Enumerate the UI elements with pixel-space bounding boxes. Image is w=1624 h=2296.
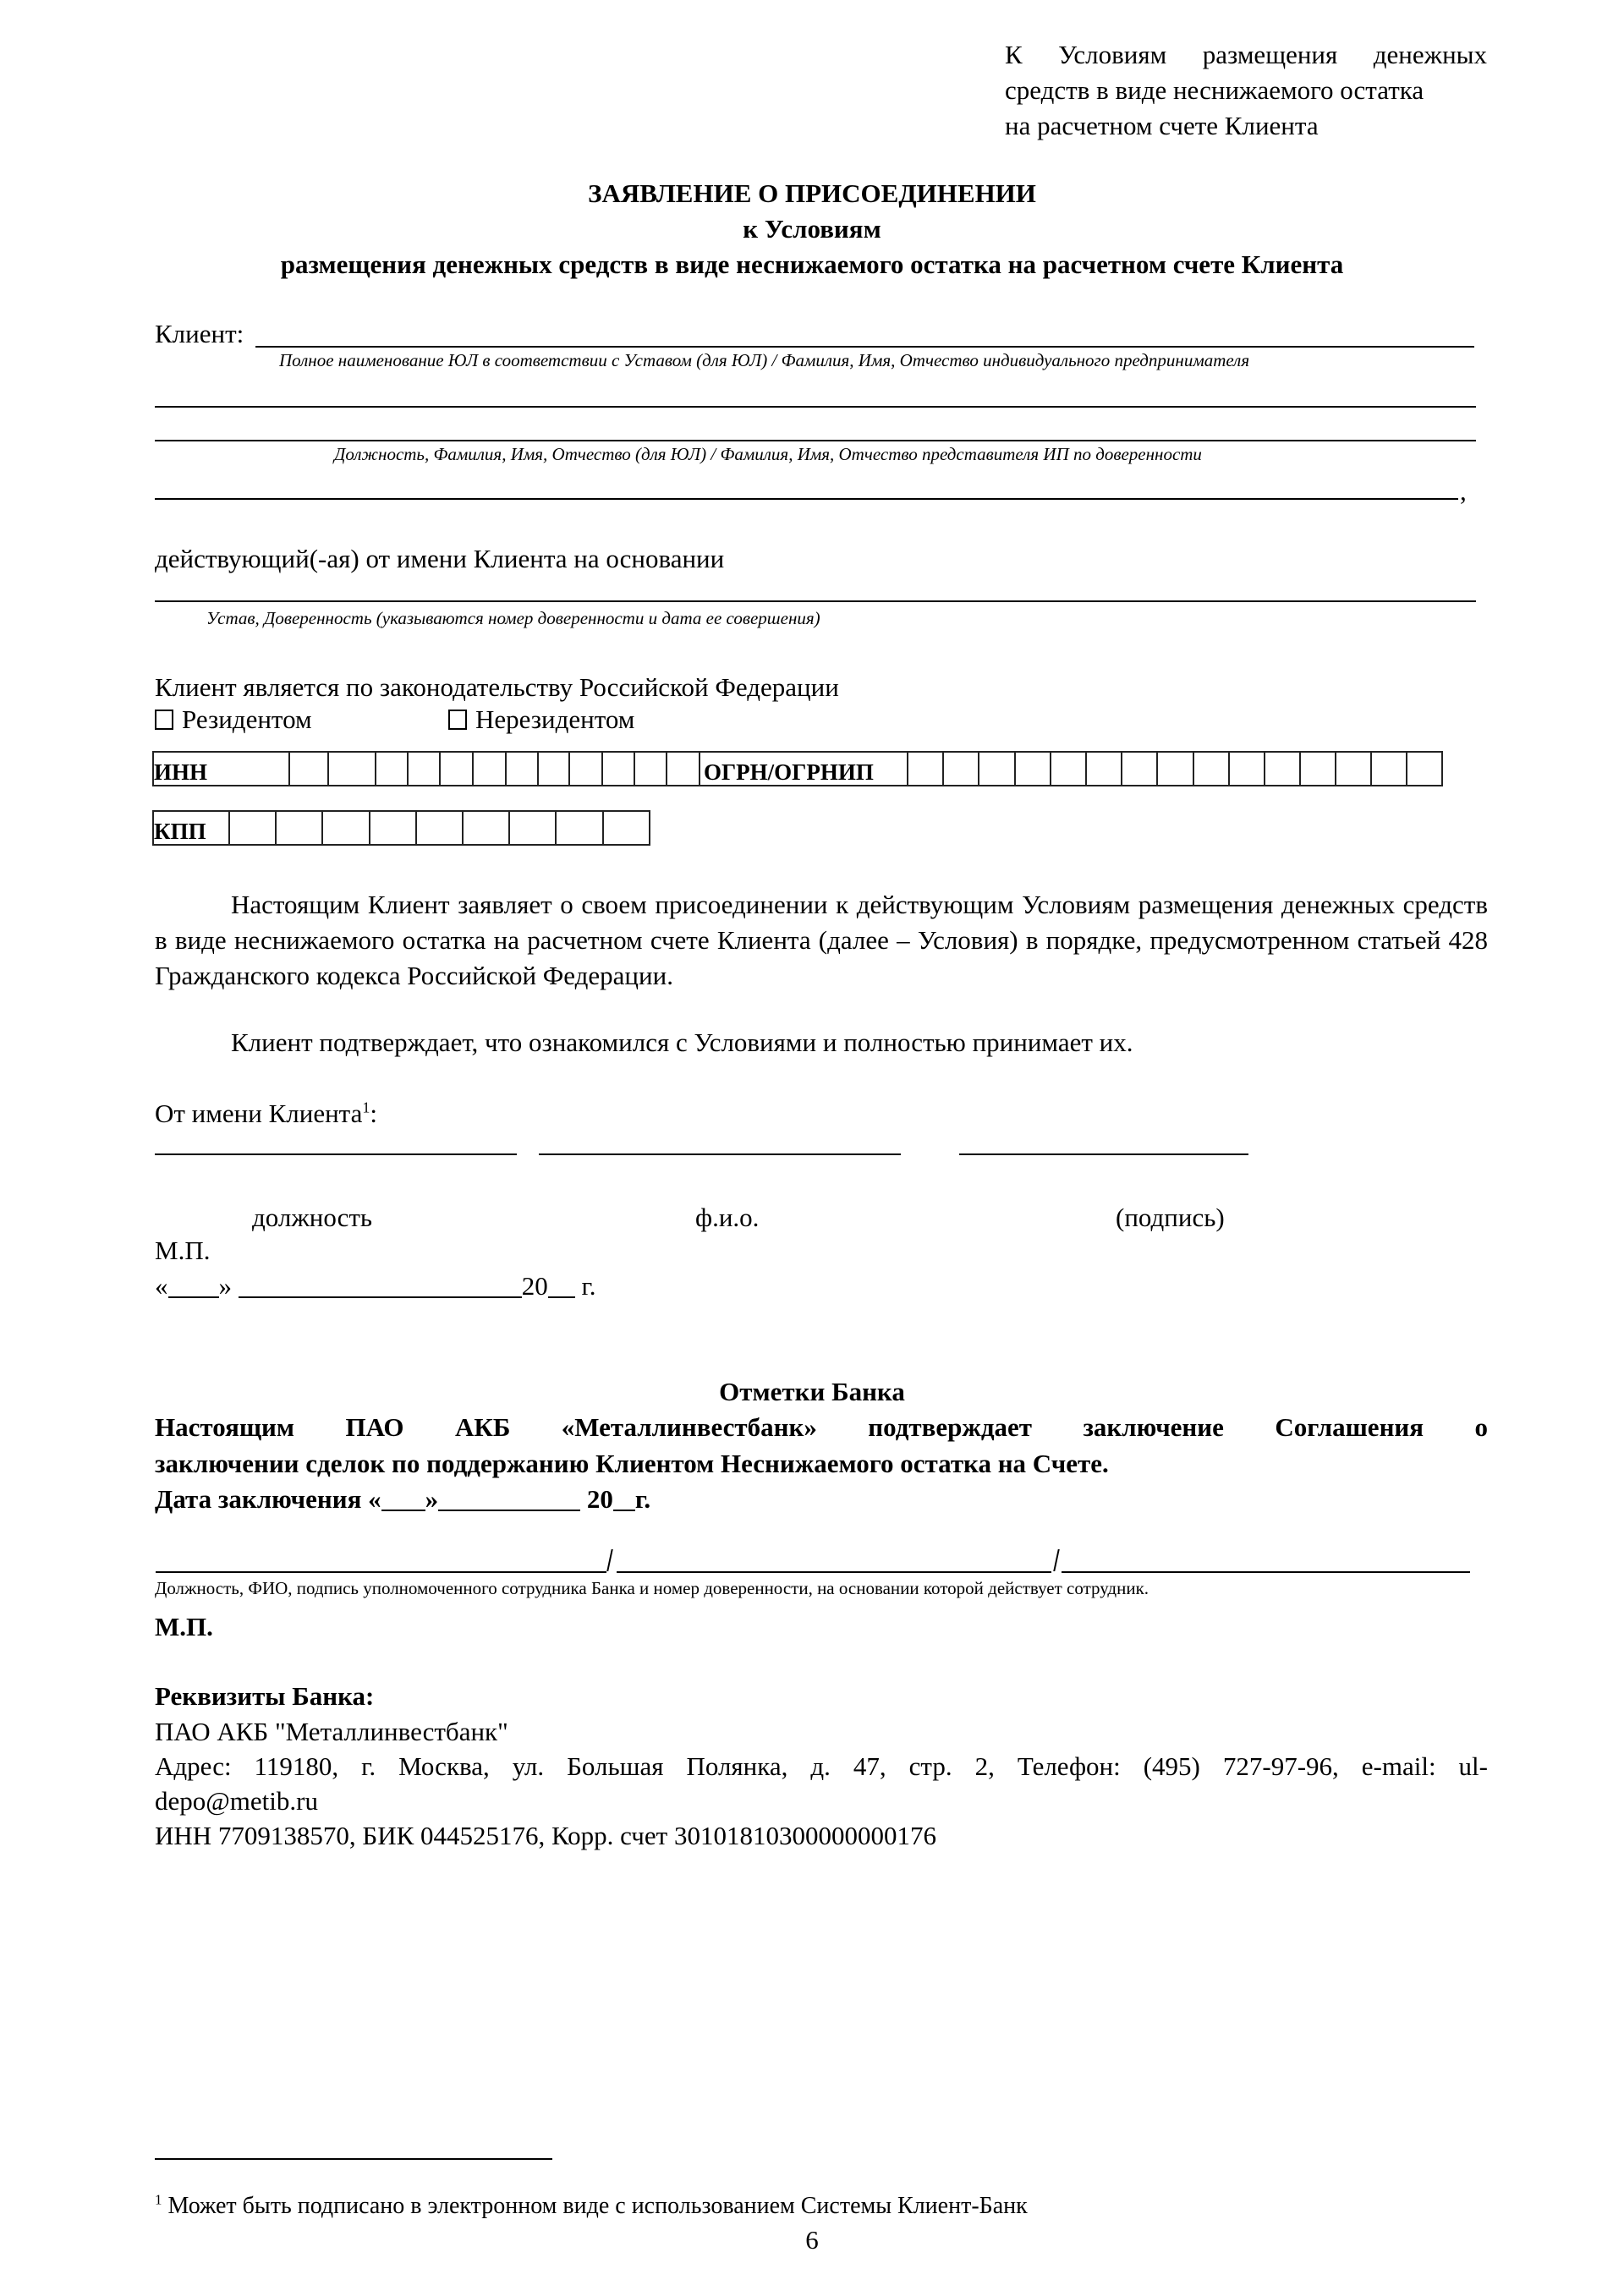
separator-slash: [606, 1549, 613, 1571]
annex-line-1: К Условиям размещения денежных: [1005, 40, 1487, 69]
bank-signature-caption: Должность, ФИО, подпись уполномоченного сотрудника Банка и номер доверенности, на основании которой действует сотрудник.: [155, 1578, 1149, 1598]
bank-address-line-1: Адрес: 119180, г. Москва, ул. Большая Полянка, д. 47, стр. 2, Телефон: (495) 727-97-96, e-mail: ul-: [155, 1751, 1488, 1781]
bank-seal-label: М.П.: [155, 1612, 213, 1641]
on-behalf-text: От имени Клиента: [155, 1099, 363, 1128]
kpp-digit-cell[interactable]: [416, 811, 463, 845]
bank-requisites-title: Реквизиты Банка:: [155, 1681, 375, 1711]
bank-date-day-field[interactable]: [381, 1486, 425, 1511]
bank-date-label: Дата заключения «: [155, 1484, 381, 1514]
footnote-reference[interactable]: 1: [362, 1099, 370, 1116]
inn-digit-cell[interactable]: [328, 752, 376, 786]
inn-digit-cell[interactable]: [506, 752, 538, 786]
kpp-digit-cell[interactable]: [556, 811, 603, 845]
annex-line-2: средств в виде неснижаемого остатка: [1005, 75, 1424, 105]
representative-underline-2: [155, 498, 1458, 500]
kpp-digit-cell[interactable]: [229, 811, 276, 845]
ogrn-digit-cell[interactable]: [1122, 752, 1157, 786]
ogrn-digit-cell[interactable]: [1086, 752, 1122, 786]
on-behalf-colon: :: [370, 1099, 377, 1128]
bank-date-year-prefix: 20: [580, 1484, 613, 1514]
fio-signature-line[interactable]: [539, 1153, 901, 1155]
title-line-2: к Условиям: [743, 214, 881, 244]
kpp-digit-cell[interactable]: [463, 811, 509, 845]
bank-email[interactable]: depo@metib.ru: [155, 1786, 318, 1816]
position-caption: должность: [252, 1203, 373, 1232]
nonresident-checkbox[interactable]: [448, 710, 467, 730]
fio-caption: ф.и.о.: [695, 1203, 760, 1232]
inn-digit-cell[interactable]: [440, 752, 473, 786]
footnote-separator: [155, 2158, 552, 2160]
kpp-digit-cell[interactable]: [322, 811, 370, 845]
date-day-field[interactable]: [168, 1273, 219, 1298]
client-label: Клиент:: [155, 319, 244, 348]
bank-marks-title: Отметки Банка: [719, 1377, 905, 1406]
accession-statement: Настоящим Клиент заявляет о своем присоединении к действующим Условиям размещения денежных средств в виде неснижаемого остатка на расчетном счете Клиента (далее – Условия) в порядке, предусмотренном статьей 428 Гражданского кодекса Российской Федерации.: [155, 890, 1488, 990]
client-name-caption: Полное наименование ЮЛ в соответствии с Уставом (для ЮЛ) / Фамилия, Имя, Отчество индивидуального предпринимателя: [279, 350, 1250, 370]
basis-caption: Устав, Доверенность (указываются номер доверенности и дата ее совершения): [206, 608, 820, 628]
date-year-field[interactable]: [548, 1273, 575, 1298]
bank-position-line[interactable]: [156, 1571, 606, 1573]
ogrn-digit-cell[interactable]: [1371, 752, 1407, 786]
bank-date-month-field[interactable]: [438, 1486, 580, 1511]
inn-label: ИНН: [153, 752, 289, 786]
signature-caption: (подпись): [1116, 1203, 1225, 1232]
kpp-digit-cell[interactable]: [509, 811, 556, 845]
annex-reference: [1005, 37, 1487, 144]
representative-caption: Должность, Фамилия, Имя, Отчество (для ЮЛ) / Фамилия, Имя, Отчество представителя ИП по доверенности: [334, 444, 1202, 464]
ogrn-digit-cell[interactable]: [1015, 752, 1051, 786]
date-month-field[interactable]: [239, 1273, 522, 1298]
client-seal-label: М.П.: [155, 1236, 211, 1265]
on-behalf-label: [155, 1096, 377, 1132]
basis-underline: [155, 600, 1476, 602]
kpp-table: [152, 810, 650, 846]
title-line-1: ЗАЯВЛЕНИЕ О ПРИСОЕДИНЕНИИ: [588, 178, 1036, 208]
title-line-3: размещения денежных средств в виде неснижаемого остатка на расчетном счете Клиента: [280, 249, 1344, 279]
inn-digit-cell[interactable]: [569, 752, 602, 786]
ogrn-digit-cell[interactable]: [943, 752, 979, 786]
kpp-label: КПП: [153, 811, 229, 845]
kpp-digit-cell[interactable]: [603, 811, 650, 845]
inn-digit-cell[interactable]: [289, 752, 328, 786]
trailing-comma: ,: [1460, 476, 1467, 506]
ogrn-label: ОГРН/ОГРНИП: [700, 752, 908, 786]
bank-fio-line[interactable]: [617, 1571, 1051, 1573]
bank-date-close-quote: »: [425, 1484, 439, 1514]
nonresident-option[interactable]: [448, 702, 634, 737]
ogrn-digit-cell[interactable]: [1336, 752, 1371, 786]
document-title: [0, 176, 1624, 282]
bank-identifiers: ИНН 7709138570, БИК 044525176, Корр. счет 30101810300000000176: [155, 1821, 936, 1850]
inn-digit-cell[interactable]: [667, 752, 700, 786]
ogrn-digit-cell[interactable]: [1193, 752, 1229, 786]
date-open-quote: «: [155, 1271, 168, 1301]
bank-confirmation-line-1: Настоящим ПАО АКБ «Металлинвестбанк» подтверждает заключение Соглашения о: [155, 1412, 1488, 1442]
footnote-number: 1: [155, 2191, 162, 2208]
bank-date-year-suffix: г.: [634, 1484, 651, 1514]
footnote-text: Может быть подписано в электронном виде с использованием Системы Клиент-Банк: [162, 2193, 1028, 2219]
inn-digit-cell[interactable]: [538, 752, 569, 786]
inn-digit-cell[interactable]: [473, 752, 506, 786]
representative-underline: [155, 440, 1476, 441]
ogrn-digit-cell[interactable]: [1265, 752, 1300, 786]
residency-prompt: Клиент является по законодательству Российской Федерации: [155, 672, 839, 702]
inn-digit-cell[interactable]: [634, 752, 667, 786]
signature-line[interactable]: [959, 1153, 1248, 1155]
bank-confirmation: [155, 1409, 1488, 1482]
nonresident-label: Нерезидентом: [475, 704, 635, 734]
inn-digit-cell[interactable]: [602, 752, 634, 786]
date-year-prefix: 20: [521, 1271, 548, 1301]
ogrn-digit-cell[interactable]: [1157, 752, 1193, 786]
footnote: [155, 2189, 1028, 2224]
date-close-quote: »: [218, 1271, 232, 1301]
client-date-line: [155, 1269, 595, 1304]
bank-conclusion-date: [155, 1482, 650, 1517]
position-signature-line[interactable]: [155, 1153, 517, 1155]
inn-ogrn-table: [152, 751, 1443, 786]
ogrn-digit-cell[interactable]: [1407, 752, 1442, 786]
date-year-suffix: г.: [581, 1271, 596, 1301]
ogrn-digit-cell[interactable]: [1051, 752, 1086, 786]
ogrn-digit-cell[interactable]: [908, 752, 943, 786]
resident-label: Резидентом: [182, 704, 312, 734]
ogrn-digit-cell[interactable]: [1300, 752, 1336, 786]
separator-slash: [1053, 1549, 1060, 1571]
acknowledgement-statement: Клиент подтверждает, что ознакомился с Условиями и полностью принимает их.: [231, 1027, 1133, 1057]
acting-basis-label: действующий(-ая) от имени Клиента на основании: [155, 544, 725, 573]
bank-signature-line[interactable]: [1062, 1571, 1470, 1573]
annex-line-3: на расчетном счете Клиента: [1005, 111, 1319, 140]
resident-option[interactable]: [155, 702, 312, 737]
inn-digit-cell[interactable]: [376, 752, 408, 786]
resident-checkbox[interactable]: [155, 710, 173, 730]
client-name-underline-2: [155, 406, 1476, 408]
bank-address: [155, 1749, 1488, 1818]
bank-date-year-field[interactable]: [613, 1486, 635, 1511]
bank-name: ПАО АКБ "Металлинвестбанк": [155, 1717, 508, 1746]
inn-digit-cell[interactable]: [408, 752, 440, 786]
client-name-underline: [255, 346, 1474, 348]
ogrn-digit-cell[interactable]: [979, 752, 1015, 786]
ogrn-digit-cell[interactable]: [1229, 752, 1265, 786]
page-number: 6: [805, 2225, 819, 2255]
kpp-digit-cell[interactable]: [370, 811, 416, 845]
kpp-digit-cell[interactable]: [276, 811, 322, 845]
bank-confirmation-line-2: заключении сделок по поддержанию Клиентом Неснижаемого остатка на Счете.: [155, 1449, 1109, 1478]
